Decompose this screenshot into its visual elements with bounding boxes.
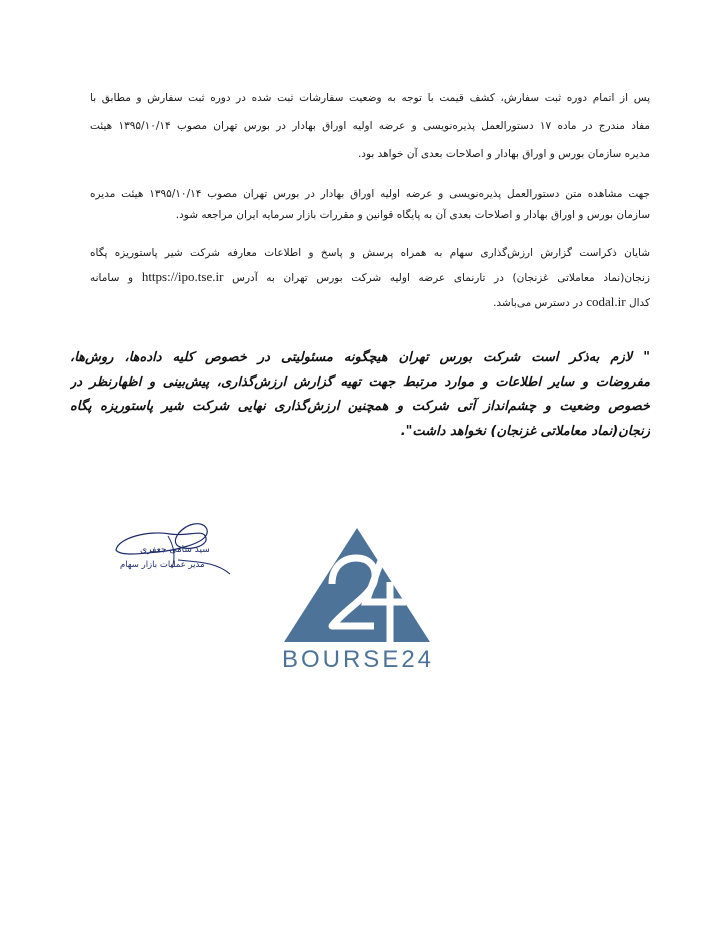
paragraph-text: و سامانه — [90, 272, 134, 284]
ipo-url-link[interactable]: https://ipo.tse.ir — [141, 269, 224, 284]
disclaimer-line: خصوص وضعیت و چشم‌انداز آتی شرکت و همچنین ارزش‌گذاری نهایی شرکت شیر پاستوریزه پگاه — [70, 399, 650, 414]
paragraph-line — [90, 290, 650, 315]
paragraph-line: پس از اتمام دوره ثبت سفارش، کشف قیمت با توجه به وضعیت سفارشات ثبت شده در دوره ثبت سفارش و مطابق با — [90, 92, 650, 104]
codal-url-link[interactable]: codal.ir — [586, 294, 626, 309]
paragraph-text: در دسترس می‌باشد. — [493, 297, 583, 309]
paragraph-line — [90, 265, 650, 290]
paragraph-text: زنجان(نماد معاملاتی غزنجان) در تارنمای عرضه اولیه شرکت بورس تهران به آدرس — [232, 272, 650, 284]
disclaimer-line: مفروضات و سایر اطلاعات و موارد مرتبط جهت تهیه گزارش ارزش‌گذاری، پیش‌بینی و اظهارنظر در — [70, 374, 650, 390]
disclaimer-line: " لازم به‌ذکر است شرکت بورس تهران هیچگونه مسئولیتی در خصوص کلیه داده‌ها، روش‌ها، — [70, 350, 650, 365]
paragraph-text: کدال — [628, 297, 650, 309]
paragraph-regulations — [90, 184, 650, 226]
bourse24-logo-icon — [282, 526, 432, 642]
brand-name: BOURSE24 — [281, 646, 435, 673]
paragraph-line: جهت مشاهده متن دستورالعمل پذیره‌نویسی و عرضه اولیه اوراق بهادار در بورس تهران مصوب ۱۳۹۵/۱۰/۱۴ هیئت مدیره — [90, 188, 650, 200]
paragraph-line: مدیره سازمان بورس و اوراق بهادار و اصلاحات بعدی آن خواهد بود. — [357, 148, 650, 160]
paragraph-price-discovery — [90, 84, 650, 168]
paragraph-report-availability — [90, 242, 650, 315]
signatory-name: سید سامی جعفری — [140, 545, 210, 555]
disclaimer-line: زنجان(نماد معاملاتی غزنجان) نخواهد داشت". — [400, 423, 650, 439]
paragraph-line: شایان ذکراست گزارش ارزش‌گذاری سهام به همراه پرسش و پاسخ و اطلاعات معارفه شرکت شیر پاستوریزه پگاه — [90, 247, 650, 259]
signatory-title: مدیر عملیات بازار سهام — [120, 560, 205, 570]
paragraph-line: مفاد مندرج در ماده ۱۷ دستورالعمل پذیره‌نویسی و عرضه اولیه اوراق بهادار در بورس تهران مصوب ۱۳۹۵/۱۰/۱۴ هیئت — [90, 120, 650, 132]
disclaimer-block — [70, 346, 650, 444]
paragraph-line: سازمان بورس و اوراق بهادار و اصلاحات بعدی آن به پایگاه قوانین و مقررات بازار سرمایه ایران مراجعه شود. — [175, 209, 650, 221]
